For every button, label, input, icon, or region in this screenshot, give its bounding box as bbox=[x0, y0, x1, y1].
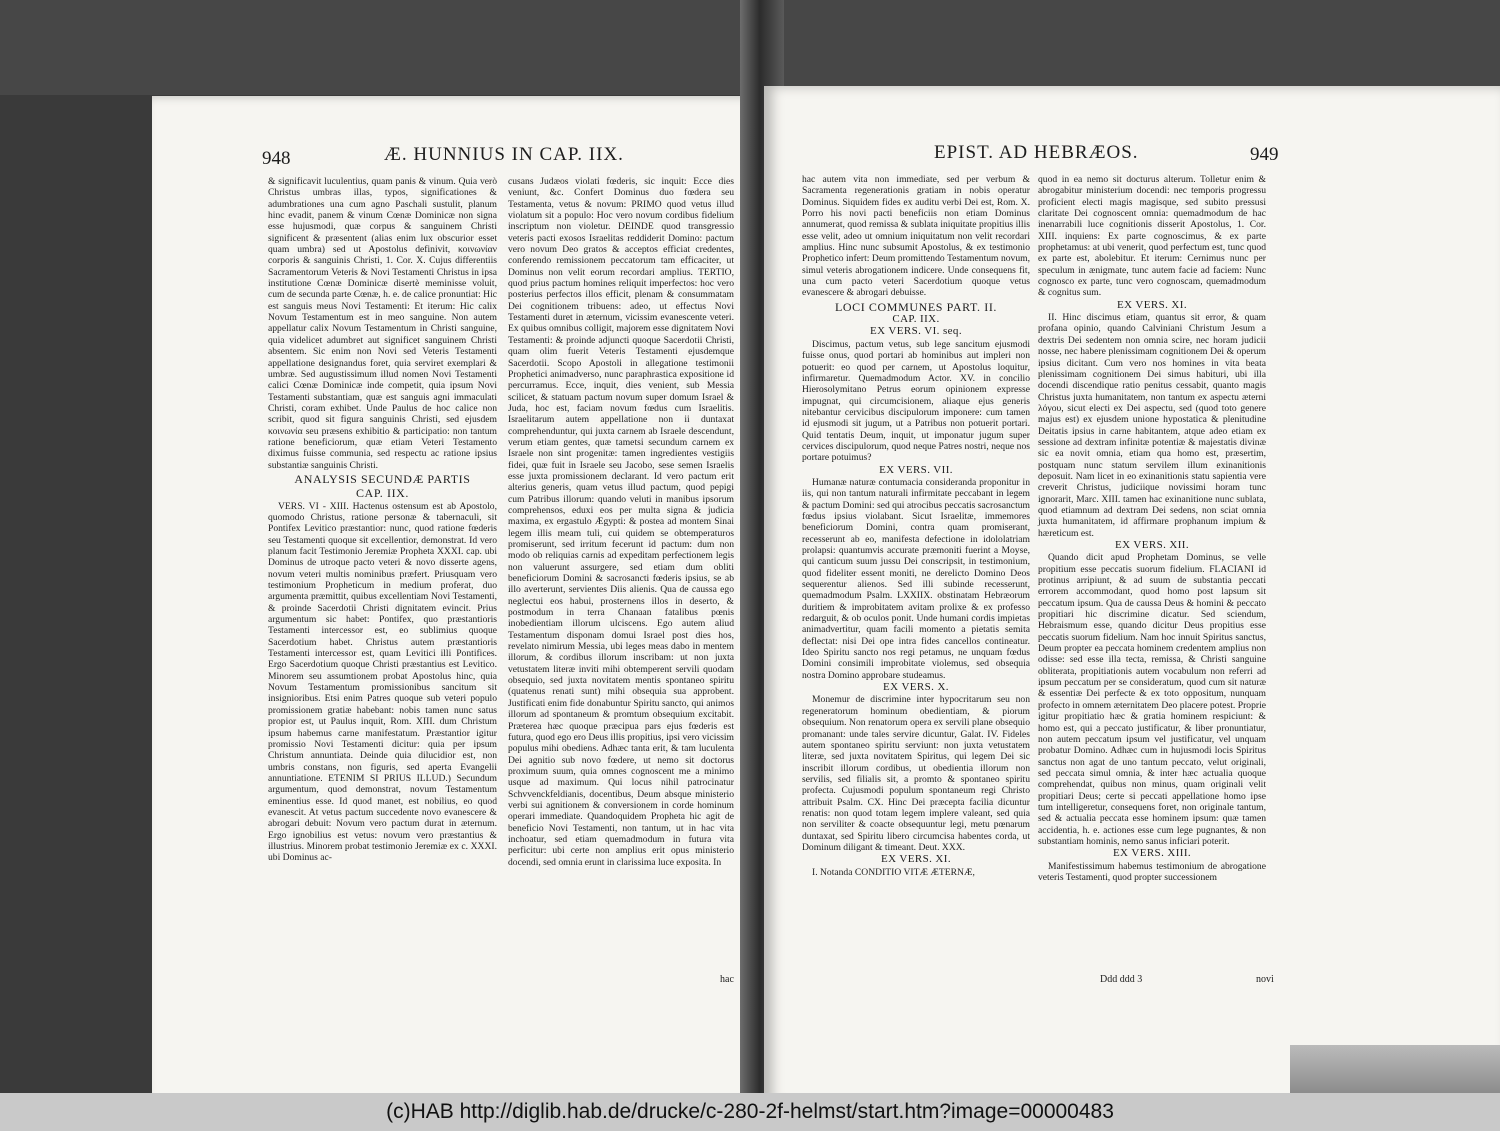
section-heading: CAP. IIX. bbox=[892, 313, 940, 326]
running-head: Æ. HUNNIUS IN CAP. IIX. bbox=[384, 144, 624, 165]
paragraph: cusans Judæos violati fœderis, sic inquit: Ecce dies veniunt, &c. Confert Dominus duo fœdera seu Testamenta, vetus & novum: PRIMO quod vetus illud violatum sit a populo: Hoc vero novum cordibus fidelium inscriptum non violetur. DEINDE quod transgressio veteris pacti exosos Israelitas reddiderit Domino: pactum vero novum Deo gratos & acceptos efficiat credentes, conferendo remissionem peccatorum tam efficaciter, ut Dominus non velit eorum recordari amplius. TERTIO, quod prius pactum homines reliquit imperfectos: hoc vero posterius perfectos illos efficit, plenam & consummatam Dei cognitionem tribuens: adeo, ut effectus Novi Testamenti duret in æternum, vicissim evanescente veteri. Ex quibus omnibus colligit, majorem esse dignitatem Novi Testamenti: & proinde adjuncti quoque Sacerdotii Christi, quam olim fuerit Veteris Testamenti ejusdemque Sacerdotii. Scopo Apostoli in allegatione testimonii Prophetici animadverso, nunc paraphrastica expositione id percurramus. Ecce, inquit, dies venient, sub Messia scilicet, & statuam pactum novum super domum Israel & Juda, hoc est, faciam novum fœdus cum Israelitis. Israelitarum autem appellatione non ii duntaxat comprehenduntur, qui juxta carnem ab Israele descendunt, verum etiam gentes, quæ tametsi secundum carnem ex Israele non sint progenitæ: tamen ingredientes vestigiis fidei, quæ fuit in Israele seu Jacobo, sese semen Israelis esse juxta promissionem declarant. Id vero pactum erit alterius generis, quam vetus illud pactum, quod pepigi cum Patribus illorum: quando veluti in manibus ipsorum comprehensos, eduxi eos per multa signa & judicia maxima, ex ergastulo Ægypti: & postea ad montem Sinai legem illis meam tuli, cui quidem se obtemperaturos promiserunt, sed irritum fecerunt id pactum: dum non modo ob reliquias carnis ad expeditam perfectionem legis non valuerunt assurgere, sed etiam dum obliti beneficiorum Domini & sacrosancti fœderis ipsius, se ab illo averterunt, servientes Diis alienis. Qua de caussa ego neglectui eos habui, prosternens illos in deserto, & postmodum in terra Chanaan fatalibus pœnis inobedientiam illorum ulciscens. Ego autem aliud Testamentum disponam domui Israel post dies hos, revelato nimirum Messia, ubi leges meas dabo in mentem illorum, & cordibus illorum inscribam: ut non juxta vetustatem literæ inviti mihi obtemperent servili quodam obsequio, sed juxta novitatem mentis spontaneo spiritu (quatenus renati sunt) mihi obsequia sua approbent. Justificati enim fide donabuntur Spiritu sancto, qui animos illorum ad spontaneum & promtum obsequium excitabit. Præterea hæc quoque præcipua pars ejus fœderis est futura, quod ego ero Deus illis propitius, ipsi vero vicissim populus mihi obediens. Adhæc tanta erit, & tam luculenta Dei agnitio sub novo fœdere, ut nemo sit doctorus proximum suum, quia omnes cognoscent me a minimo usque ad maximum. Qui locus nihil patrocinatur Schvvenckfeldianis, docentibus, Deum absque ministerio verbi sui agnitionem & conversionem in corde hominum operari immediate. Quandoquidem Propheta hic agit de beneficio Novi Testamenti, non tantum, ut in hac vita inchoatur, sed etiam quemadmodum in futura vita perficitur: ubi certe non amplius erit opus ministerio docendi, sed omnia erunt in clarissima luce exposita. In bbox=[508, 176, 734, 868]
paragraph: VERS. VI - XIII. Hactenus ostensum est ab Apostolo, quomodo Christus, ratione personæ & tabernaculi, sit Pontifex Levitico præstantior: nunc, quod ratione fœderis seu Testamenti quoque sit excellentior, demonstrat. Id vero planum facit Testimonio Jeremiæ Propheta XXXI. cap. ubi Dominus de utroque pacto veteri & novo disserte agens, novum veteri multis nominibus præfert. Priusquam vero testimonium Propheticum in medium proferat, duo argumenta præmittit, quibus excellentiam Novi Testamenti, & proinde Sacerdotii Christi dignitatem evincit. Prius argumentum sic habet: Pontifex, quo præstantioris Testamenti intercessor est, eo sublimius quoque Sacerdotium habet. Christus autem præstantioris Testamenti intercessor est, quam Levitici illi Pontifices. Ergo Sacerdotium quoque Christi præstantius est Levitico. Minorem seu assumtionem probat Apostolus hinc, quia Novum Testamentum promissionibus sancitum sit insignioribus. Etsi enim Patres quoque sub veteri populo promissionem gratiæ habebant: nobis tamen nunc satus propior est, ut Paulus inquit, Rom. XIII. dum Christum ipsum habemus carne manifestatum. Præstantior igitur promissio Novi Testamenti dicitur: quia per ipsum Christum annuntiata. Deinde quia dilucidior est, non umbris constans, non figuris, sed aperta Evangelii annuntiatione. ETENIM SI PRIUS ILLUD.) Secundum argumentum, quod demonstrat, novum Testamentum eminentius esse. Id quod manet, est nobilius, eo quod evanescit. At vetus pactum succedente novo evanescere & abrogari debuit: Novum vero pactum durat in æternum. Ergo ignobilius est vetus: novum vero præstantius & illustrius. Minorem probat testimonio Jeremiæ ex c. XXXI. ubi Dominus ac- bbox=[268, 500, 497, 864]
section-heading: LOCI COMMUNES PART. II. bbox=[834, 299, 998, 314]
left-column-2 bbox=[508, 176, 734, 868]
paragraph: Manifestissimum habemus testimonium de abrogatione veteris Testamenti, quod propter successionem bbox=[1038, 860, 1266, 883]
section-heading: EX VERS. VI. seq. bbox=[870, 325, 962, 338]
paragraph: Humanæ naturæ contumacia consideranda proponitur in iis, qui non tantum naturali infirmitate peccabant in legem & pactum Domini: sed qui atrocibus peccatis sacrosanctum fœdus ipsius violabant. Sicut Israelitæ, immemores beneficiorum Domini, contra quam promiserant, recesserunt ab eo, manifesta defectione in idololatriam prolapsi: quantumvis accurate præmoniti fuerint a Moyse, qui canticum suum jussu Dei conscripsit, in testimonium, quod fideliter essent moniti, ne derelicto Domino Deos sequerentur alienos. Sed illi subinde recesserunt, quemadmodum Psalm. LXXIIX. obstinatam Hebræorum duritiem & improbitatem avitam prolixe & ex professo redarguit, & ob oculos ponit. Unde humani cordis impietas animadvertitur, quam facili momento a pietatis semita deflectat: nisi Dei ope intra fides cancellos contineatur. Ideo Spiritu sancto nos regi petamus, ne unquam fœdus Domini consimili improbitate violemus, sed obsequia nostra Domino approbare studeamus. bbox=[802, 476, 1030, 681]
paragraph: II. Hinc discimus etiam, quantus sit error, & quam profana opinio, quando Calviniani Christum Jesum a dextris Dei sedentem non omnia scire, nec horam judicii nosse, nec habere plenissimam cognitionem Dei & operum ipsius dicitant. Cum vero nos homines in vita beata plenissimam cognitionem Dei simus habituri, ubi illa docendi discendique ratio penitus cessabit, quanto magis Christus juxta humanitatem, non tantum ex aspectu æterni λόγου, sicut electi ex Dei aspectu, sed (quod toto genere majus est) ex ejusdem unione hypostatica & plenitudine Deitatis ipsius in carne habitantem, atque adeo etiam ex sessione ad dextram infinitæ potentiæ & majestatis divinæ sic ea novit omnia, etiam qua homo est, præsertim, postquam nunc statum servilem illum exinanitionis deposuit. Nam licet in eo exinanitionis statu sapientia vere creverit Christus, judiciique novissimi horam tunc ignorarit, Marc. XIII. tamen hac exinanitione nunc sublata, quod etiamnum ad dextram Dei sedens, non sciat omnia juxta humanitatem, id affirmare prophanum impium & hæreticum est. bbox=[1038, 312, 1266, 539]
paragraph: quod in ea nemo sit docturus alterum. Tolletur enim & abrogabitur ministerium docendi: nec temporis progressu proficient electi magis magisque, sed subito pressusi claritate Dei cognoscent omnia: quemadmodum de hac inenarrabili luce cognitionis disserit Apostolus, 1. Cor. XIII. inquiens: Ex parte cognoscimus, & ex parte prophetamus: at ubi venerit, quod perfectum est, tunc quod ex parte est, abolebitur. Et iterum: Cernimus nunc per speculum in ænigmate, tunc autem facie ad faciem: Nunc cognosco ex parte, tunc vero cognoscam, quemadmodum & cognitus sum. bbox=[1038, 174, 1266, 299]
running-head: EPIST. AD HEBRÆOS. bbox=[934, 142, 1139, 163]
paragraph: Monemur de discrimine inter hypocritarum seu non regeneratorum hominum obedientiam, & piorum obsequium. Non renatorum opera ex servili plane obsequio promanant: unde tales servire dicuntur, Galat. IV. Fideles autem spontaneo spiritu serviunt: non juxta vetustatem literæ, sed juxta novitatem Spiritus, qui legem Dei sic inscribit illorum cordibus, ut obedientia illorum non servilis, sed filialis sit, a promto & spontaneo spiritu profecta. Cujusmodi populum spontaneum regi Christo attribuit Psalm. CX. Hinc Dei præcepta facilia dicuntur renatis: non quod totam legem implere valeant, sed quia non serviliter & coacte obsequuntur legi, metu pœnarum duntaxat, sed Spiritu libero circumcisa habentes corda, ut Dominum diligant & timeant. Deut. XXX. bbox=[802, 694, 1030, 853]
scanner-edge bbox=[1290, 1045, 1500, 1095]
section-heading: EX VERS. X. bbox=[883, 681, 949, 694]
catchword: hac bbox=[720, 974, 734, 985]
right-column-2 bbox=[1038, 174, 1266, 883]
paragraph: hac autem vita non immediate, sed per verbum & Sacramenta regenerationis gratiam in nobis operatur Dominus. Siquidem fides ex auditu verbi Dei est, Rom. X. Porro his novi pacti beneficiis non etiam Dominus annumerat, quod remissa & sublata iniquitate propitius illis esse velit, adeo ut omnium iniquitatum non velit recordari amplius. Hinc nunc subsumit Apostolus, & ex testimonio Prophetico infert: Deum promittendo Testamentum novum, simul veteris abrogationem indicere. Unde consequens fit, una cum pacto veteri Sacerdotium quoque vetus evanescere & abrogari debuisse. bbox=[802, 174, 1030, 299]
paragraph: & significavit luculentius, quam panis & vinum. Quia verò Christus umbras illas, typos, significationes & adumbrationes una cum agno Paschali sustulit, planum hinc evadit, panem & vinum Cœnæ Dominicæ non signa esse hujusmodi, quæ corpus & sanguinem Christi significent & præsentent (alias enim lux obscurior esset quam umbra) sed ut Apostolus definivit, κοινωνίαν corporis & sanguinis Christi, 1. Cor. X. Cujus differentiis Sacramentorum Veteris & Novi Testamenti Christus in ipsa institutione Cœnæ Dominicæ disertè meminisse voluit, cum de secunda parte Cœnæ, h. e. de calice pronuntiat: Hic est sanguis meus Novi Testamenti: Et iterum: Hic calix Novum Testamentum est in meo sanguine. Non autem appellatur calix Novum Testamentum in Christi sanguine, quia videlicet adumbret aut significet sanguinem Christi absentem. Sic enim non Novi sed Veteris Testamenti appellatione designandus foret, quia serviret exemplari & umbræ. Sed augustissimum illud nomen Novi Testamenti calici Cœnæ Dominicæ inde competit, quia ipsum Novi Testamenti substantiam, quæ est sanguis agni immaculati Christi, coram exhibet. Unde Paulus de hoc calice non scribit, quod sit figura sanguinis Christi, sed ejusdem κοινωνία seu præsens exhibitio & participatio: non tantum ratione beneficiorum, quæ etiam Veteri Testamento diximus fuisse communia, sed respectu ac ratione ipsius substantiæ sanguinis Christi. bbox=[268, 176, 497, 471]
page-number: 948 bbox=[262, 148, 291, 169]
catchword: novi bbox=[1256, 974, 1274, 985]
section-heading: EX VERS. XIII. bbox=[1112, 847, 1192, 860]
page-number: 949 bbox=[1250, 144, 1279, 165]
section-heading: EX VERS. VII. bbox=[879, 463, 953, 476]
paragraph: Discimus, pactum vetus, sub lege sancitum ejusmodi fuisse onus, quod portari ab hominibus aut impleri non potuerit: eo quod per carnem, ut Apostolus loquitur, infirmaretur. Quemadmodum Actor. XV. in concilio Hierosolymitano Petrus eorum opinionem expresse impugnat, qui circumcisionem, aliaque ejus generis nitebantur cervicibus discipulorum imponere: cum tamen id ejusmodi sit jugum, ut a Patribus non potuerit portari. Quid tentatis Deum, inquit, ut imponatur jugum super cervices discipulorum, quod neque Patres nostri, neque nos portare potuimus? bbox=[802, 338, 1030, 464]
section-heading: EX VERS. XI. bbox=[881, 853, 951, 866]
left-column-1 bbox=[268, 176, 497, 864]
section-heading: EX VERS. XII. bbox=[1114, 539, 1190, 551]
section-heading: CAP. IIX. bbox=[355, 486, 410, 501]
section-heading: ANALYSIS SECUNDÆ PARTIS bbox=[294, 471, 471, 486]
signature-mark: Ddd ddd 3 bbox=[1100, 974, 1143, 985]
paragraph: I. Notanda CONDITIO VITÆ ÆTERNÆ, bbox=[812, 866, 975, 878]
left-page bbox=[152, 96, 764, 1106]
right-page bbox=[764, 86, 1500, 1106]
section-heading: EX VERS. XI. bbox=[1117, 298, 1187, 311]
paragraph: Quando dicit apud Prophetam Dominus, se velle propitium esse peccatis suorum fidelium. FLACIANI id protinus arripiunt, & ad suum de substantia peccati errorem accommodant, quod homo post lapsum sit peccatum ipsum. Qua de caussa Deus & homini & peccato propitiari hic discrimine dicatur. Sed sciendum, Hebraismum esse, quando dicitur Deus propitius esse peccatis suorum fidelium. Nam hoc innuit Spiritus sanctus, Deum propter ea peccata hominem credentem amplius non odisse: sed esse illa tecta, remissa, & Christi sanguine obliterata, propitiationis autem vocabulum non referri ad ipsum peccatum per se consideratum, quod cum sit naturæ & essentiæ Dei perfecte & ex toto oppositum, nunquam profecto in omnem æternitatem Deo placere potest. Proprie igitur propitiatio hæc & gratia hominem respiciunt: & homo est, qui a peccato justificatur, & liber pronuntiatur, non autem peccatum ipsum vel justificatur, vel unquam probatur Domino. Adhæc cum in hujusmodi locis Spiritus sanctus non agat de uno tantum peccato, velut originali, sed peccata simul omnia, & inter hæc actualia quoque comprehendat, quibus non minus, quam originali velit propitiari Deus; certe si peccati appellatione homo ipse tum intelligeretur, consequens foret, non originale tantum, sed & actualia peccata esse hominem ipsum: quæ tamen accidentia, h. e. actiones esse cum lege pugnantes, & non substantiam hominis, nemo sanus inficiari poterit. bbox=[1038, 552, 1266, 847]
copyright-caption: (c)HAB http://diglib.hab.de/drucke/c-280-2f-helmst/start.htm?image=00000483 bbox=[0, 1093, 1500, 1131]
right-column-1 bbox=[802, 174, 1030, 878]
